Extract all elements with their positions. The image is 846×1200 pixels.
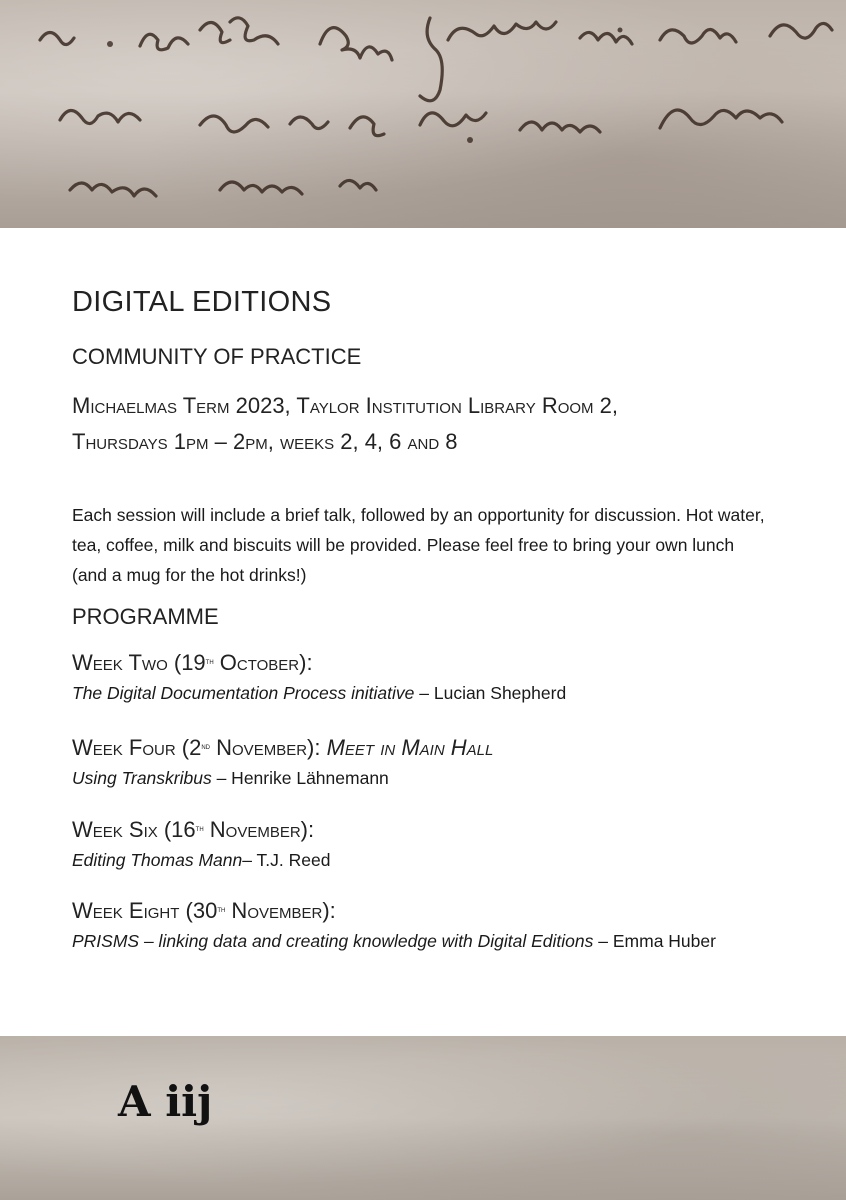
schedule-line: Thursdays 1pm – 2pm, weeks 2, 4, 6 and 8 (72, 429, 458, 454)
talk-title: Using Transkribus (72, 768, 212, 788)
session-date: November): (203, 817, 315, 842)
session-location-note: Meet in Main Hall (326, 735, 494, 760)
signature-mark-illustration (0, 1036, 846, 1200)
ordinal-suffix: th (195, 823, 204, 833)
session-heading (72, 896, 772, 926)
header-manuscript-image (0, 0, 846, 228)
session-week: Week Six (16 (72, 817, 196, 842)
page-subtitle: COMMUNITY OF PRACTICE (72, 344, 362, 369)
session-week-six (72, 815, 772, 875)
footer-printed-image (0, 1036, 846, 1200)
session-week: Week Eight (30 (72, 898, 218, 923)
session-week-four (72, 733, 772, 793)
ordinal-suffix: th (217, 904, 226, 914)
signature-mark: A iij (118, 1077, 213, 1126)
ordinal-suffix: nd (201, 741, 211, 751)
session-talk (72, 763, 772, 793)
speaker-name: – Lucian Shepherd (414, 683, 567, 703)
session-talk (72, 678, 772, 708)
handwriting-illustration (0, 0, 846, 228)
session-heading (72, 733, 772, 763)
session-heading (72, 648, 772, 678)
talk-title: The Digital Documentation Process initiative (72, 683, 415, 703)
session-week-eight (72, 896, 772, 956)
session-week: Week Four (2 (72, 735, 202, 760)
speaker-name: – Emma Huber (593, 931, 716, 951)
session-talk (72, 926, 772, 956)
ordinal-suffix: th (205, 656, 214, 666)
page-title: DIGITAL EDITIONS (72, 286, 332, 318)
session-week: Week Two (19 (72, 650, 206, 675)
speaker-name: – T.J. Reed (242, 850, 331, 870)
session-talk (72, 845, 772, 875)
session-date: November): (210, 735, 327, 760)
programme-heading: PROGRAMME (72, 604, 219, 629)
speaker-name: – Henrike Lähnemann (211, 768, 389, 788)
session-week-two (72, 648, 772, 708)
session-date: October): (213, 650, 313, 675)
talk-title: PRISMS – linking data and creating knowledge with Digital Editions (72, 931, 594, 951)
session-heading (72, 815, 772, 845)
talk-title: Editing Thomas Mann (72, 850, 243, 870)
description-paragraph: Each session will include a brief talk, followed by an opportunity for discussion. Hot water, tea, coffee, milk and biscuits will be provided. Please feel free to bring your own lunch (and a mug for the hot drinks!) (72, 505, 765, 585)
session-date: November): (225, 898, 336, 923)
term-venue-line: Michaelmas Term 2023, Taylor Institution Library Room 2, (72, 393, 618, 418)
